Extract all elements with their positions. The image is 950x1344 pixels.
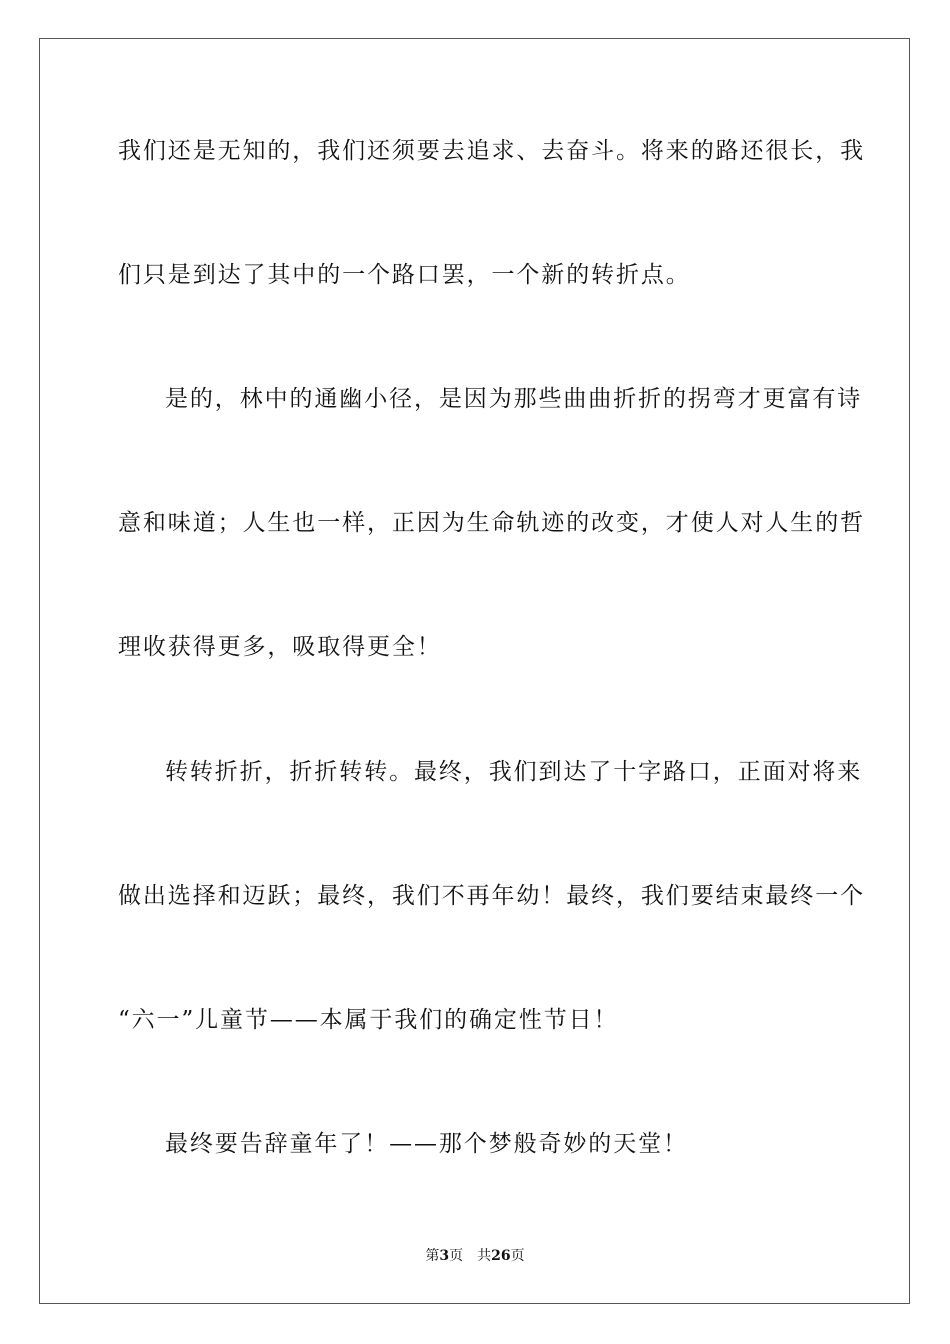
text-line-9: 最终要告辞童年了！——那个梦般奇妙的天堂！	[165, 1131, 688, 1157]
page-number: 3	[439, 1248, 450, 1264]
page-prefix: 第	[425, 1248, 440, 1264]
text-line-1: 我们还是无知的，我们还须要去追求、去奋斗。将来的路还很长，我	[118, 138, 865, 164]
text-line-6: 转转折折，折折转转。最终，我们到达了十字路口，正面对将来	[165, 759, 863, 785]
text-line-7: 做出选择和迈跃；最终，我们不再年幼！最终，我们要结束最终一个	[118, 883, 865, 909]
total-prefix: 共	[477, 1248, 492, 1264]
text-line-4: 意和味道；人生也一样，正因为生命轨迹的改变，才使人对人生的哲	[118, 510, 865, 536]
total-suffix: 页	[510, 1248, 525, 1264]
text-line-2: 们只是到达了其中的一个路口罢，一个新的转折点。	[118, 262, 691, 288]
text-line-8: “六一”儿童节——本属于我们的确定性节日！	[118, 1007, 619, 1033]
page-border	[39, 38, 910, 1304]
page-footer	[0, 1246, 950, 1266]
total-pages: 26	[491, 1248, 511, 1264]
text-line-3: 是的，林中的通幽小径，是因为那些曲曲折折的拐弯才更富有诗	[165, 386, 863, 412]
page-suffix: 页	[449, 1248, 464, 1264]
text-line-5: 理收获得更多，吸取得更全！	[118, 634, 442, 660]
